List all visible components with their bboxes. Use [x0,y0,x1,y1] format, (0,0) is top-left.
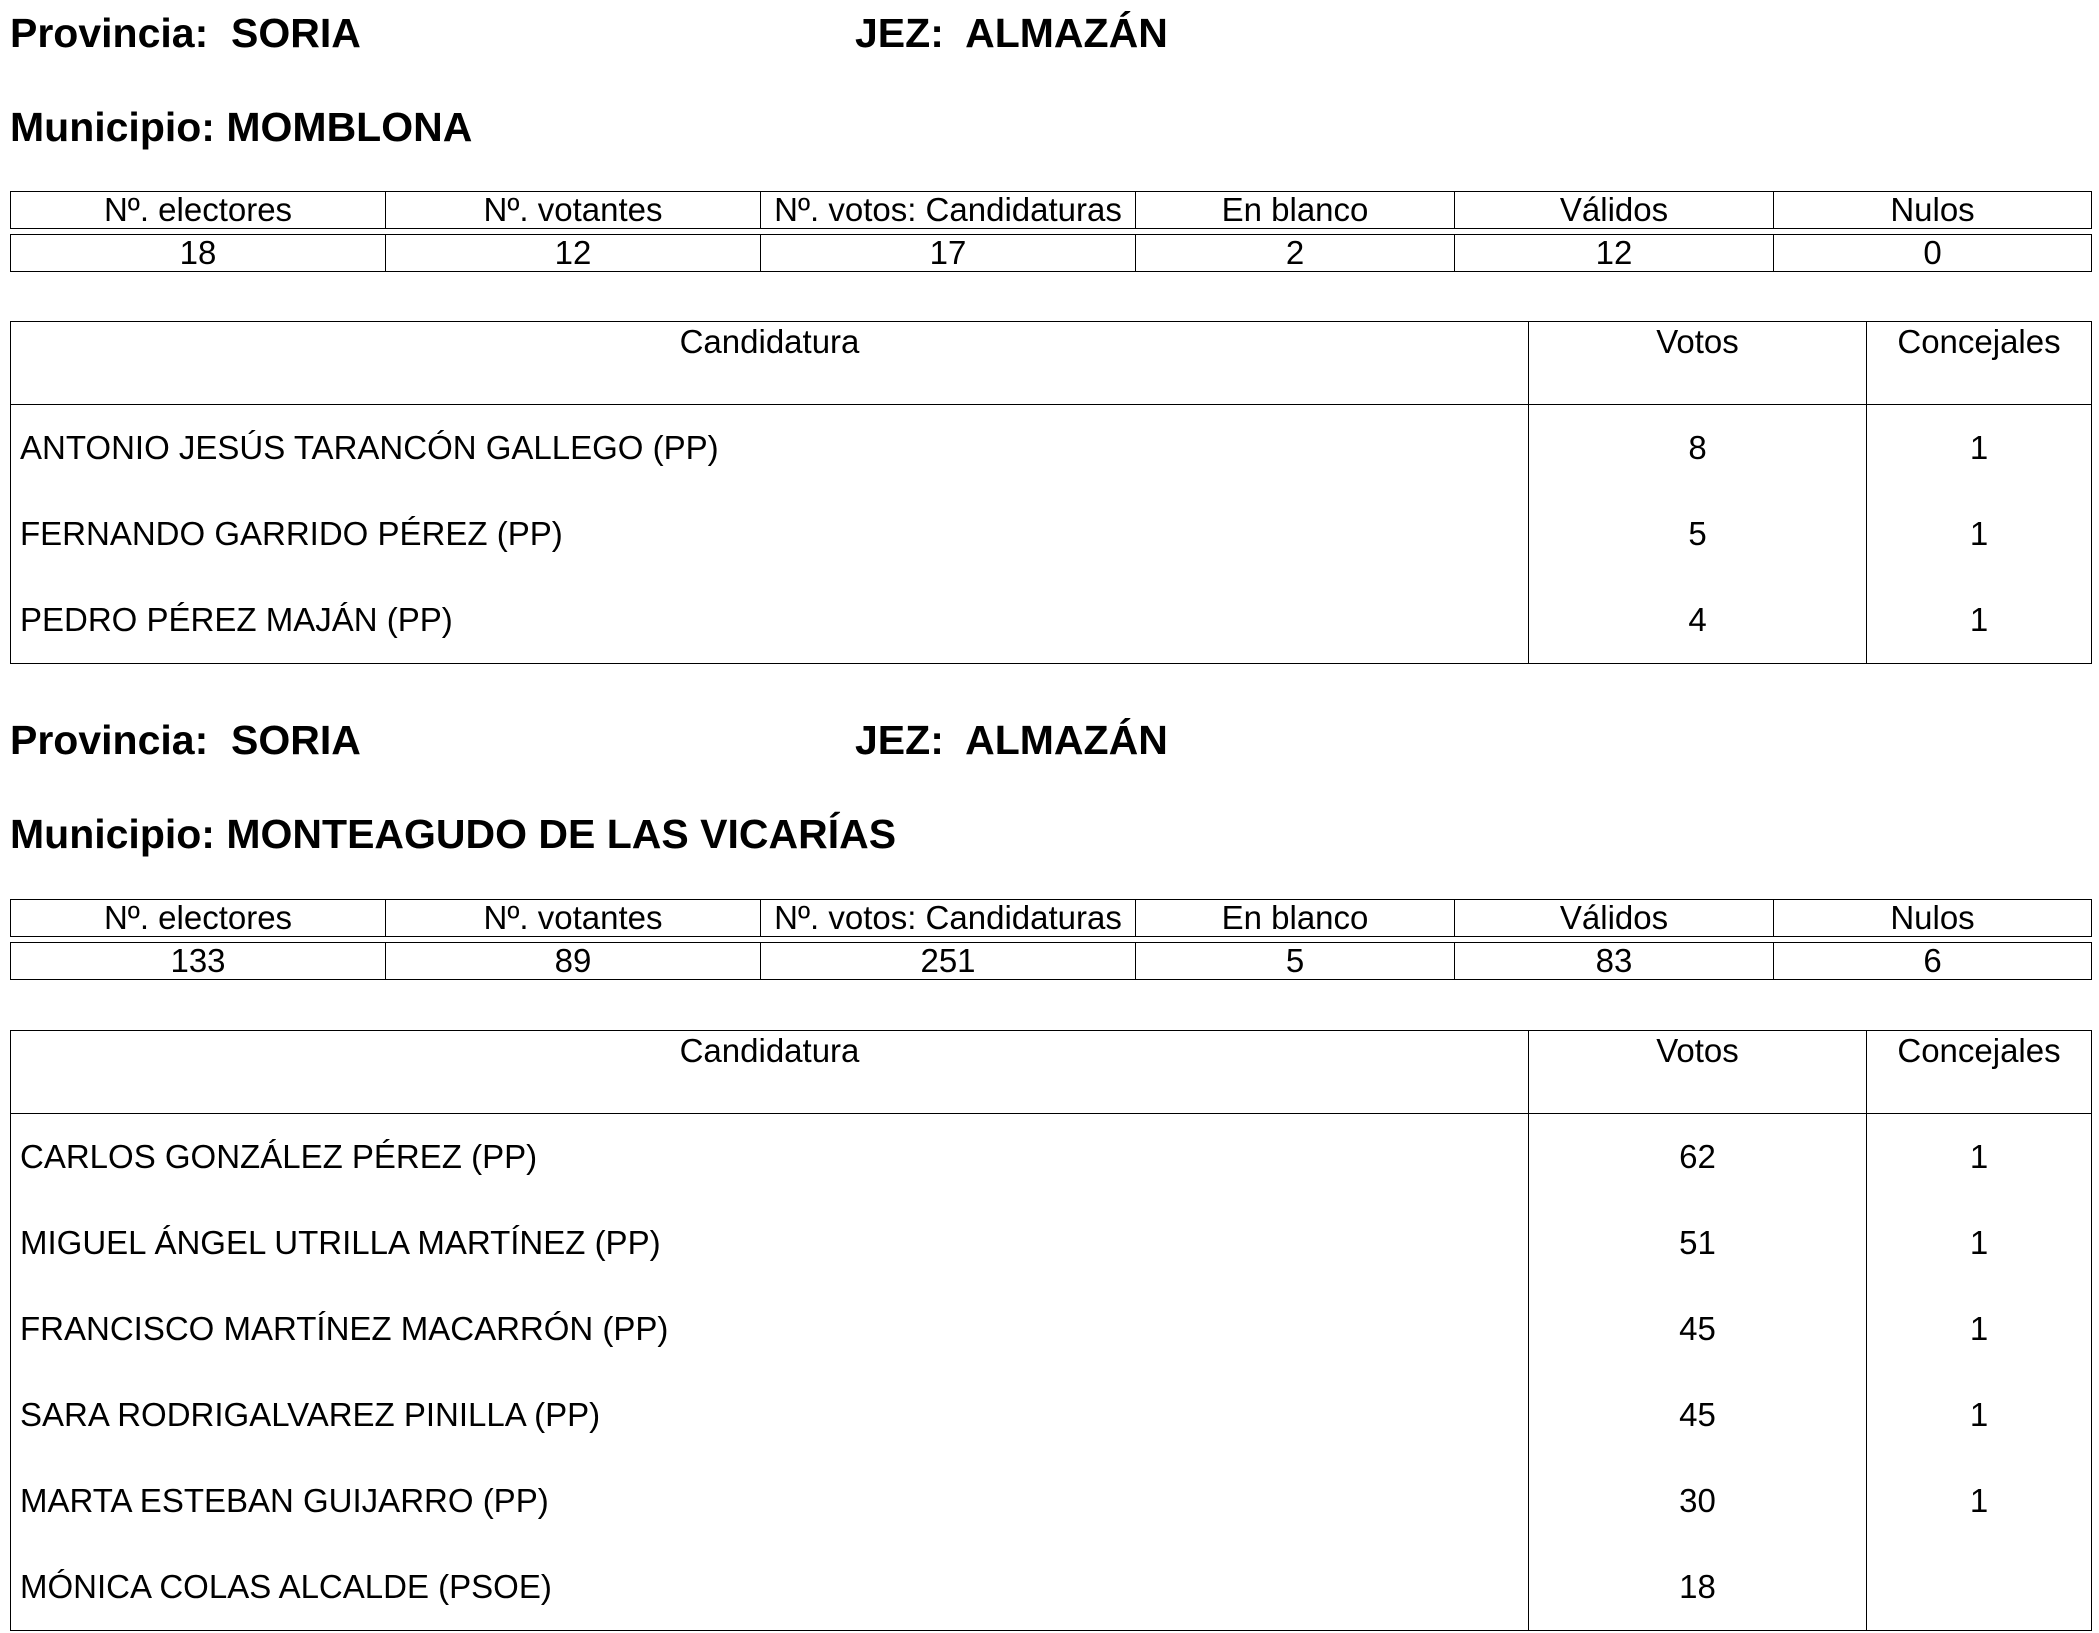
table-row [11,1544,2092,1631]
candidate-name: PEDRO PÉREZ MAJÁN (PP) [20,601,453,638]
candidate-votos: 62 [1529,1114,1867,1201]
stats-value-votantes: 12 [386,235,761,272]
col-header-concejales: Concejales [1867,1031,2092,1114]
table-row [11,1458,2092,1544]
stats-value-electores: 133 [11,943,386,980]
candidate-votos: 45 [1529,1372,1867,1458]
table-row [11,405,2092,492]
stats-header-votantes: Nº. votantes [386,900,761,937]
candidate-concejales [1867,1544,2092,1631]
candidate-concejales: 1 [1867,491,2092,577]
stats-value-blanco: 5 [1136,943,1455,980]
candidate-votos: 5 [1529,491,1867,577]
candidate-concejales: 1 [1867,577,2092,664]
candidate-concejales: 1 [1867,405,2092,492]
table-row [11,1372,2092,1458]
stats-value-votantes: 89 [386,943,761,980]
stats-header-nulos: Nulos [1774,192,2092,229]
candidates-table-2 [10,1030,2092,1631]
candidate-votos: 30 [1529,1458,1867,1544]
candidate-votos: 8 [1529,405,1867,492]
stats-header-electores: Nº. electores [11,900,386,937]
stats-value-validos: 83 [1455,943,1774,980]
stats-header-blanco: En blanco [1136,900,1455,937]
candidate-name: MARTA ESTEBAN GUIJARRO (PP) [20,1482,549,1519]
stats-value-row [11,943,2092,980]
jez-heading-2: JEZ: ALMAZÁN [855,717,1168,763]
col-header-votos: Votos [1529,1031,1867,1114]
candidate-concejales: 1 [1867,1458,2092,1544]
stats-value-row [11,235,2092,272]
candidates-header-row [11,322,2092,405]
candidate-votos: 51 [1529,1200,1867,1286]
stats-values-table-2 [10,942,2092,980]
stats-value-nulos: 6 [1774,943,2092,980]
candidate-concejales: 1 [1867,1286,2092,1372]
municipio-heading-2: Municipio: MONTEAGUDO DE LAS VICARÍAS [10,811,897,857]
col-header-candidatura: Candidatura [11,322,1529,405]
stats-value-nulos: 0 [1774,235,2092,272]
table-row [11,491,2092,577]
stats-table-1 [10,191,2092,229]
stats-header-validos: Válidos [1455,900,1774,937]
candidate-votos: 45 [1529,1286,1867,1372]
stats-values-table-1 [10,234,2092,272]
candidate-votos: 18 [1529,1544,1867,1631]
stats-header-validos: Válidos [1455,192,1774,229]
candidate-concejales: 1 [1867,1114,2092,1201]
col-header-candidatura: Candidatura [11,1031,1529,1114]
stats-header-electores: Nº. electores [11,192,386,229]
stats-header-votantes: Nº. votantes [386,192,761,229]
stats-header-row [11,192,2092,229]
table-row [11,577,2092,664]
candidate-name: SARA RODRIGALVAREZ PINILLA (PP) [20,1396,601,1433]
col-header-concejales: Concejales [1867,322,2092,405]
provincia-heading-2: Provincia: SORIA [10,717,361,763]
col-header-votos: Votos [1529,322,1867,405]
stats-value-candidaturas: 251 [761,943,1136,980]
stats-header-candidaturas: Nº. votos: Candidaturas [761,900,1136,937]
municipio-heading-1: Municipio: MOMBLONA [10,104,473,150]
candidate-concejales: 1 [1867,1372,2092,1458]
candidates-table-1 [10,321,2092,664]
stats-value-validos: 12 [1455,235,1774,272]
candidate-name: MIGUEL ÁNGEL UTRILLA MARTÍNEZ (PP) [20,1224,661,1261]
candidate-name: FRANCISCO MARTÍNEZ MACARRÓN (PP) [20,1310,669,1347]
table-row [11,1286,2092,1372]
provincia-heading-1: Provincia: SORIA [10,10,361,56]
jez-heading-1: JEZ: ALMAZÁN [855,10,1168,56]
candidate-name: FERNANDO GARRIDO PÉREZ (PP) [20,515,563,552]
candidate-votos: 4 [1529,577,1867,664]
stats-value-candidaturas: 17 [761,235,1136,272]
stats-header-row [11,900,2092,937]
table-row [11,1200,2092,1286]
candidate-name: CARLOS GONZÁLEZ PÉREZ (PP) [20,1138,538,1175]
stats-table-2 [10,899,2092,937]
candidate-name: ANTONIO JESÚS TARANCÓN GALLEGO (PP) [20,429,719,466]
stats-header-blanco: En blanco [1136,192,1455,229]
candidate-concejales: 1 [1867,1200,2092,1286]
stats-header-nulos: Nulos [1774,900,2092,937]
candidates-header-row [11,1031,2092,1114]
stats-value-blanco: 2 [1136,235,1455,272]
table-row [11,1114,2092,1201]
stats-value-electores: 18 [11,235,386,272]
candidate-name: MÓNICA COLAS ALCALDE (PSOE) [20,1568,552,1605]
stats-header-candidaturas: Nº. votos: Candidaturas [761,192,1136,229]
